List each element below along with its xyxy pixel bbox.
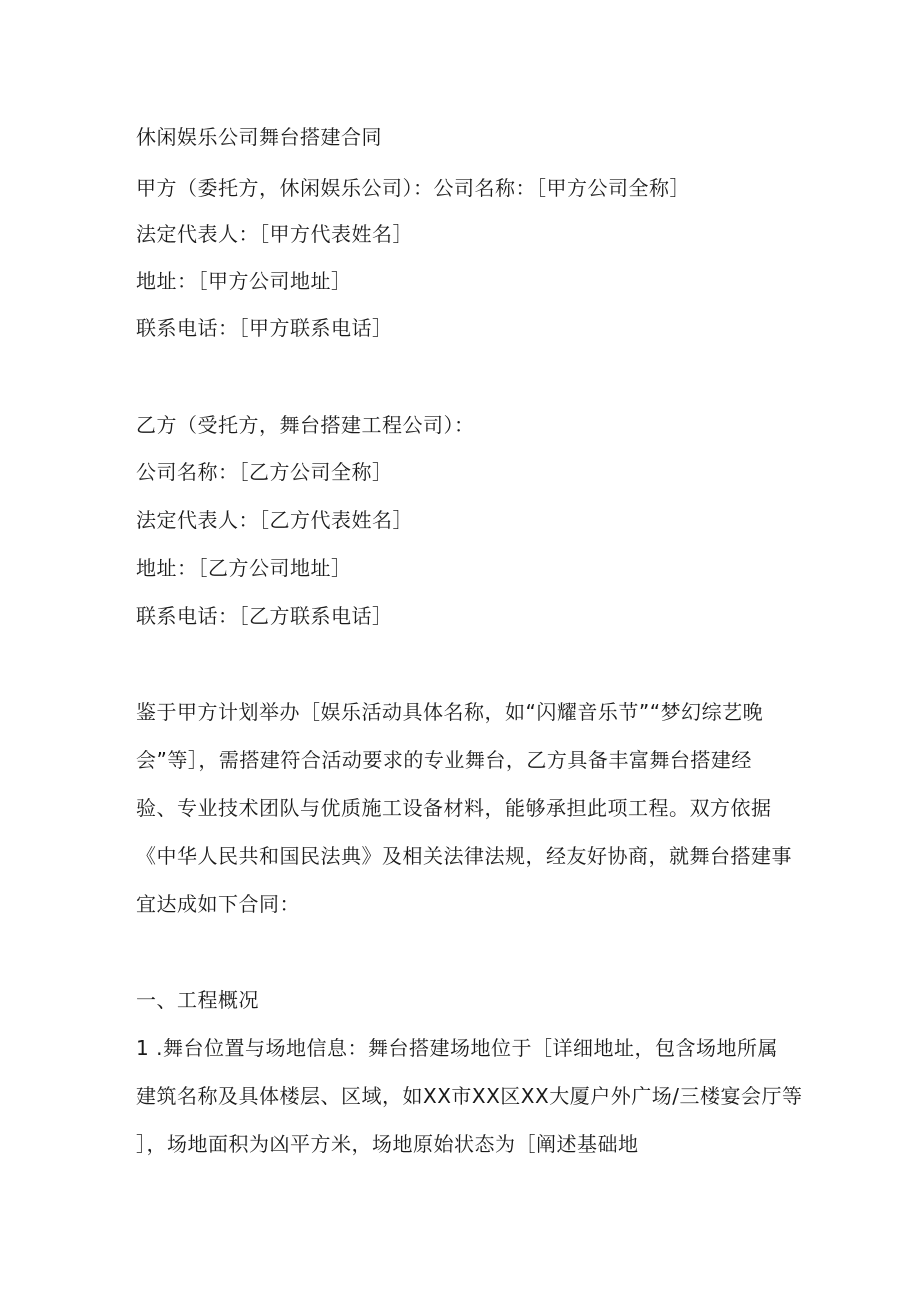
party-a-phone: 联系电话：［甲方联系电话］	[136, 316, 393, 340]
party-a-heading: 甲方（委托方，休闲娱乐公司）：公司名称：［甲方公司全称］	[136, 176, 690, 200]
preamble-line: 鉴于甲方计划举办［娱乐活动具体名称，如“闪耀音乐节”“梦幻综艺晚	[136, 700, 764, 724]
section-1-item-1-line: 1 .舞台位置与场地信息：舞台搭建场地位于［详细地址，包含场地所属	[136, 1036, 778, 1060]
section-1-heading: 一、工程概况	[136, 988, 259, 1012]
preamble-line: 验、专业技术团队与优质施工设备材料，能够承担此项工程。双方依据	[136, 796, 772, 820]
document-title: 休闲娱乐公司舞台搭建合同	[136, 125, 382, 149]
party-a-address: 地址：［甲方公司地址］	[136, 269, 352, 293]
party-b-representative: 法定代表人：［乙方代表姓名］	[136, 508, 413, 532]
section-1-item-1-line: ］，场地面积为凶平方米，场地原始状态为［阐述基础地	[136, 1132, 639, 1156]
preamble-line: 宜达成如下合同：	[136, 892, 300, 916]
party-b-heading: 乙方（受托方，舞台搭建工程公司）：	[136, 413, 475, 437]
party-b-name: 公司名称：［乙方公司全称］	[136, 460, 393, 484]
preamble-line: 会”等］，需搭建符合活动要求的专业舞台，乙方具备丰富舞台搭建经	[136, 748, 752, 772]
party-b-address: 地址：［乙方公司地址］	[136, 556, 352, 580]
section-1-item-1-line: 建筑名称及具体楼层、区域，如XX市XX区XX大厦户外广场/三楼宴会厅等	[136, 1084, 803, 1108]
preamble-line: 《中华人民共和国民法典》及相关法律法规，经友好协商，就舞台搭建事	[136, 844, 792, 868]
party-a-representative: 法定代表人：［甲方代表姓名］	[136, 222, 413, 246]
party-b-phone: 联系电话：［乙方联系电话］	[136, 604, 393, 628]
